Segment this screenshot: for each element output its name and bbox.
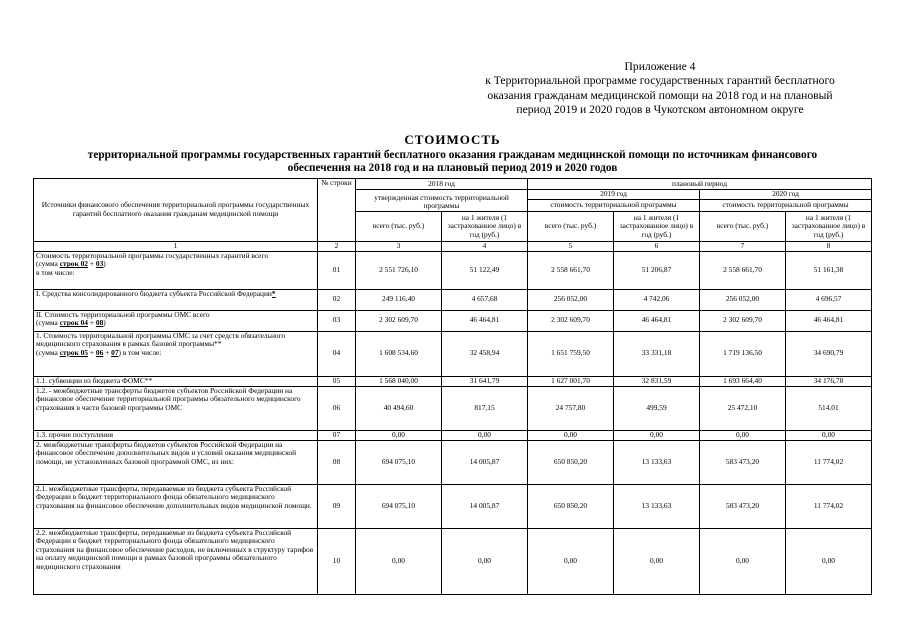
table-row xyxy=(34,440,872,484)
table-row xyxy=(34,251,872,289)
header-total-2019: всего (тыс. руб.) xyxy=(528,212,614,242)
cost-table xyxy=(33,178,872,595)
appendix-line: оказания гражданам медицинской помощи на 2018 год и на плановый xyxy=(487,88,833,102)
value-cell: 14 005,87 xyxy=(442,440,528,484)
value-cell: 13 133,63 xyxy=(614,440,700,484)
value-cell: 46 464,81 xyxy=(614,310,700,331)
value-cell: 25 472,10 xyxy=(700,386,786,430)
column-index: 5 xyxy=(528,242,614,252)
value-cell: 51 161,38 xyxy=(786,251,872,289)
value-cell: 0,00 xyxy=(614,430,700,440)
value-cell: 0,00 xyxy=(442,430,528,440)
value-cell: 0,00 xyxy=(700,430,786,440)
row-line-number: 10 xyxy=(318,528,356,594)
value-cell: 0,00 xyxy=(614,528,700,594)
column-index: 8 xyxy=(786,242,872,252)
value-cell: 1 608 534,60 xyxy=(356,331,442,376)
value-cell: 31 641,79 xyxy=(442,376,528,386)
value-cell: 24 757,80 xyxy=(528,386,614,430)
value-cell: 499,59 xyxy=(614,386,700,430)
value-cell: 34 690,79 xyxy=(786,331,872,376)
value-cell: 40 494,60 xyxy=(356,386,442,430)
value-cell: 4 696,57 xyxy=(786,289,872,310)
table-row xyxy=(34,331,872,376)
value-cell: 2 558 661,70 xyxy=(528,251,614,289)
row-label: I. Средства консолидированного бюджета субъекта Российской Федерации* xyxy=(34,289,318,310)
value-cell: 0,00 xyxy=(786,430,872,440)
header-total-2018: всего (тыс. руб.) xyxy=(356,212,442,242)
line-reference: 07 xyxy=(111,347,119,357)
header-total-2020: всего (тыс. руб.) xyxy=(700,212,786,242)
row-line-number: 09 xyxy=(318,484,356,528)
value-cell: 694 075,10 xyxy=(356,484,442,528)
line-reference: строк 02 xyxy=(59,259,88,269)
value-cell: 0,00 xyxy=(786,528,872,594)
value-cell: 0,00 xyxy=(700,528,786,594)
table-row xyxy=(34,310,872,331)
header-per-resident-2020: на 1 жителя (1 застрахованное лицо) в год (руб.) xyxy=(786,212,872,242)
row-label: 1. Стоимость территориальной программы ОМС за счет средств обязательного медицинского страхования в рамках базовой программы** (сумма строк 05 + 06 + 07) в том числе: xyxy=(34,331,318,376)
row-line-number: 07 xyxy=(318,430,356,440)
value-cell: 1 627 001,70 xyxy=(528,376,614,386)
column-index: 7 xyxy=(700,242,786,252)
value-cell: 4 657,68 xyxy=(442,289,528,310)
value-cell: 33 331,18 xyxy=(614,331,700,376)
value-cell: 51 206,87 xyxy=(614,251,700,289)
line-reference: строк 04 xyxy=(59,318,88,328)
value-cell: 1 568 040,00 xyxy=(356,376,442,386)
value-cell: 583 473,20 xyxy=(700,440,786,484)
value-cell: 32 831,59 xyxy=(614,376,700,386)
table-row xyxy=(34,386,872,430)
line-reference: 08 xyxy=(95,318,104,328)
header-year-2018: 2018 год xyxy=(356,179,528,190)
appendix-line: к Территориальной программе государственных гарантий бесплатного xyxy=(485,74,835,88)
value-cell: 256 052,00 xyxy=(700,289,786,310)
row-label: Стоимость территориальной программы государственных гарантий всего (сумма строк 02 + 03) в том числе: xyxy=(34,251,318,289)
header-sources: Источники финансового обеспечения территориальной программы государственных гарантий бесплатного оказания гражданам медицинской помощи xyxy=(34,179,318,242)
value-cell: 13 133,63 xyxy=(614,484,700,528)
value-cell: 650 850,20 xyxy=(528,440,614,484)
value-cell: 2 302 609,70 xyxy=(356,310,442,331)
row-line-number: 04 xyxy=(318,331,356,376)
table-row xyxy=(34,289,872,310)
header-per-resident-2018: на 1 жителя (1 застрахованное лицо) в год (руб.) xyxy=(442,212,528,242)
value-cell: 0,00 xyxy=(528,528,614,594)
row-label: II. Стоимость территориальной программы ОМС всего (сумма строк 04 + 08) xyxy=(34,310,318,331)
subtitle-line: обеспечения на 2018 год и на плановый период 2019 и 2020 годов xyxy=(287,162,618,174)
column-index: 3 xyxy=(356,242,442,252)
value-cell: 1 719 136,50 xyxy=(700,331,786,376)
table-row xyxy=(34,484,872,528)
line-reference: 03 xyxy=(95,259,104,269)
value-cell: 817,15 xyxy=(442,386,528,430)
row-label: 2.1. межбюджетные трансферты, передаваемые из бюджета субъекта Российской Федерации в бюджет территориального фонда обязательного медицинского страхования на финансовое обеспечение дополнительных видов медицинской помощи. xyxy=(34,484,318,528)
header-year-2020: 2020 год xyxy=(700,190,872,200)
header-program-cost-2020: стоимость территориальной программы xyxy=(700,200,872,212)
header-line-no: № строки xyxy=(318,179,356,242)
row-label: 1.1. субвенции из бюджета ФОМС** xyxy=(34,376,318,386)
value-cell: 2 302 609,70 xyxy=(700,310,786,331)
column-index: 1 xyxy=(34,242,318,252)
value-cell: 1 651 759,50 xyxy=(528,331,614,376)
value-cell: 46 464,81 xyxy=(442,310,528,331)
row-line-number: 06 xyxy=(318,386,356,430)
header-planned-period: плановый период xyxy=(528,179,872,190)
document-subtitle xyxy=(0,149,905,175)
value-cell: 514,01 xyxy=(786,386,872,430)
value-cell: 14 005,87 xyxy=(442,484,528,528)
column-index: 6 xyxy=(614,242,700,252)
value-cell: 4 742,06 xyxy=(614,289,700,310)
header-year-2019: 2019 год xyxy=(528,190,700,200)
row-label: 1.2. - межбюджетные трансферты бюджетов субъектов Российской Федерации на финансовое обеспечение территориальной программы обязательного медицинского страхования в части базовой программы ОМС xyxy=(34,386,318,430)
value-cell: 256 052,00 xyxy=(528,289,614,310)
value-cell: 11 774,02 xyxy=(786,484,872,528)
value-cell: 2 551 726,10 xyxy=(356,251,442,289)
value-cell: 0,00 xyxy=(442,528,528,594)
row-label: 2. межбюджетные трансферты бюджетов субъектов Российской Федерации на финансовое обеспечение дополнительных видов и условий оказания медицинской помощи, не установленных базовой программой ОМС, из них: xyxy=(34,440,318,484)
column-index: 4 xyxy=(442,242,528,252)
row-line-number: 05 xyxy=(318,376,356,386)
header-per-resident-2019: на 1 жителя (1 застрахованное лицо) в год (руб.) xyxy=(614,212,700,242)
row-line-number: 08 xyxy=(318,440,356,484)
row-label: 2.2. межбюджетные трансферты, передаваемые из бюджета субъекта Российской Федерации в бюджет территориального фонда обязательного медицинского страхования на финансовое обеспечение расходов, не включенных в структуру тарифов на оплату медицинской помощи в рамках базовой программы обязательного медицинского страхования xyxy=(34,528,318,594)
row-line-number: 01 xyxy=(318,251,356,289)
footnote-mark: * xyxy=(271,289,276,298)
value-cell: 694 075,10 xyxy=(356,440,442,484)
line-reference: 06 xyxy=(95,347,104,357)
row-label: 1.3. прочие поступления xyxy=(34,430,318,440)
value-cell: 2 302 609,70 xyxy=(528,310,614,331)
table-row xyxy=(34,430,872,440)
value-cell: 46 464,81 xyxy=(786,310,872,331)
value-cell: 11 774,02 xyxy=(786,440,872,484)
appendix-line: Приложение 4 xyxy=(624,60,696,73)
table-row xyxy=(34,376,872,386)
column-index: 2 xyxy=(318,242,356,252)
subtitle-line: территориальной программы государственных гарантий бесплатного оказания гражданам медицинской помощи по источникам финансового xyxy=(87,149,818,161)
line-reference: строк 05 xyxy=(59,347,88,357)
value-cell: 0,00 xyxy=(356,528,442,594)
header-program-cost-2019: стоимость территориальной программы xyxy=(528,200,700,212)
value-cell: 0,00 xyxy=(528,430,614,440)
table-row xyxy=(34,528,872,594)
value-cell: 249 116,40 xyxy=(356,289,442,310)
header-approved-cost: утвержденная стоимость территориальной программы xyxy=(356,190,528,212)
value-cell: 0,00 xyxy=(356,430,442,440)
value-cell: 32 458,94 xyxy=(442,331,528,376)
value-cell: 34 176,78 xyxy=(786,376,872,386)
value-cell: 1 693 664,40 xyxy=(700,376,786,386)
document-title: СТОИМОСТЬ xyxy=(404,132,501,147)
appendix-note xyxy=(440,60,880,117)
row-line-number: 02 xyxy=(318,289,356,310)
value-cell: 583 473,20 xyxy=(700,484,786,528)
row-line-number: 03 xyxy=(318,310,356,331)
value-cell: 2 558 661,70 xyxy=(700,251,786,289)
value-cell: 650 850,20 xyxy=(528,484,614,528)
appendix-line: период 2019 и 2020 годов в Чукотском автономном округе xyxy=(516,102,804,116)
value-cell: 51 122,49 xyxy=(442,251,528,289)
